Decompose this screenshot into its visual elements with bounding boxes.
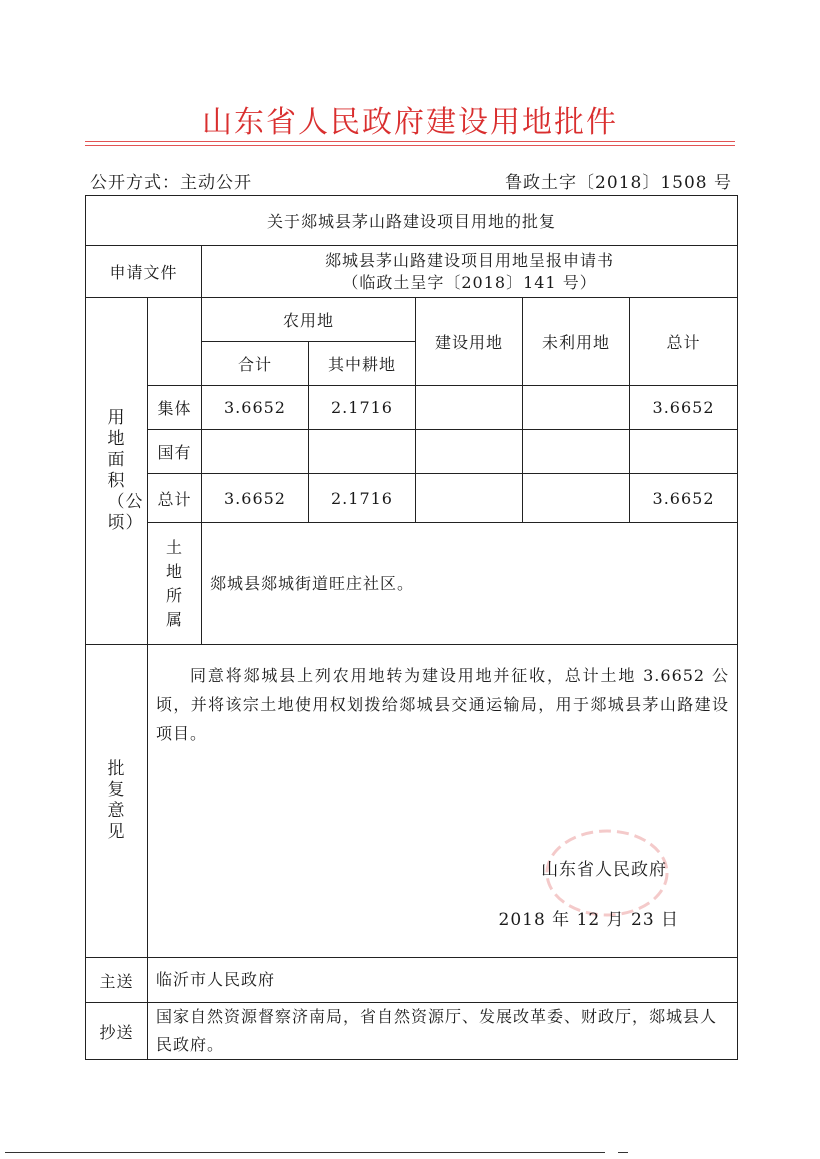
application-value	[202, 246, 738, 298]
row-label: 总计	[148, 474, 202, 523]
signer: 山东省人民政府	[541, 860, 668, 880]
cell-cultivated: 2.1716	[309, 386, 416, 430]
unused-header: 未利用地	[523, 298, 630, 386]
title-divider-2	[85, 145, 735, 146]
send-to-label: 主送	[86, 958, 148, 1003]
subject-row: 关于郯城县茅山路建设项目用地的批复	[86, 196, 738, 246]
approval-text: 同意将郯城县上列农用地转为建设用地并征收，总计土地 3.6652 公顷，并将该宗土地使用权划拨给郯城县交通运输局，用于郯城县茅山路建设项目。	[156, 666, 730, 743]
cell-subtotal	[202, 430, 309, 474]
total-header: 总计	[630, 298, 738, 386]
disclosure-method: 公开方式：主动公开	[90, 173, 252, 193]
area-label: 用地面积（公顷）	[107, 408, 144, 533]
approval-table	[85, 195, 738, 1060]
cell-total: 3.6652	[630, 474, 738, 523]
footer-rule	[5, 1152, 605, 1153]
farmland-header: 农用地	[202, 298, 416, 342]
copy-to-value: 国家自然资源督察济南局，省自然资源厅、发展改革委、财政厅，郯城县人民政府。	[148, 1003, 738, 1060]
application-doc-number: （临政土呈字〔2018〕141 号）	[342, 272, 597, 292]
row-label: 集体	[148, 386, 202, 430]
row-label: 国有	[148, 430, 202, 474]
cell-construction	[416, 386, 523, 430]
application-label: 申请文件	[86, 246, 202, 298]
subtotal-header: 合计	[202, 342, 309, 386]
cultivated-header: 其中耕地	[309, 342, 416, 386]
table-row	[86, 474, 738, 523]
blank-corner	[148, 298, 202, 386]
document-number: 鲁政土字〔2018〕1508 号	[505, 173, 732, 193]
cell-construction	[416, 474, 523, 523]
ownership-label-cell	[148, 523, 202, 645]
approval-content	[148, 645, 738, 958]
cell-cultivated: 2.1716	[309, 474, 416, 523]
ownership-label: 土地所属	[165, 537, 183, 629]
area-label-cell	[86, 298, 148, 645]
cell-total	[630, 430, 738, 474]
send-to-value: 临沂市人民政府	[148, 958, 738, 1003]
cell-unused	[523, 430, 630, 474]
table-row	[86, 430, 738, 474]
ownership-value: 郯城县郯城街道旺庄社区。	[202, 523, 738, 645]
copy-to-label: 抄送	[86, 1003, 148, 1060]
cell-total: 3.6652	[630, 386, 738, 430]
footer-rule-mark	[618, 1152, 628, 1153]
table-row	[86, 386, 738, 430]
cell-construction	[416, 430, 523, 474]
cell-cultivated	[309, 430, 416, 474]
cell-unused	[523, 386, 630, 430]
document-title: 山东省人民政府建设用地批件	[202, 105, 618, 140]
cell-subtotal: 3.6652	[202, 474, 309, 523]
approval-label: 批复意见	[107, 759, 126, 842]
title-divider	[85, 141, 735, 142]
cell-subtotal: 3.6652	[202, 386, 309, 430]
approval-label-cell	[86, 645, 148, 958]
approval-date: 2018 年 12 月 23 日	[498, 910, 680, 930]
cell-unused	[523, 474, 630, 523]
application-doc-title: 郯城县茅山路建设项目用地呈报申请书	[325, 250, 615, 270]
construction-header: 建设用地	[416, 298, 523, 386]
